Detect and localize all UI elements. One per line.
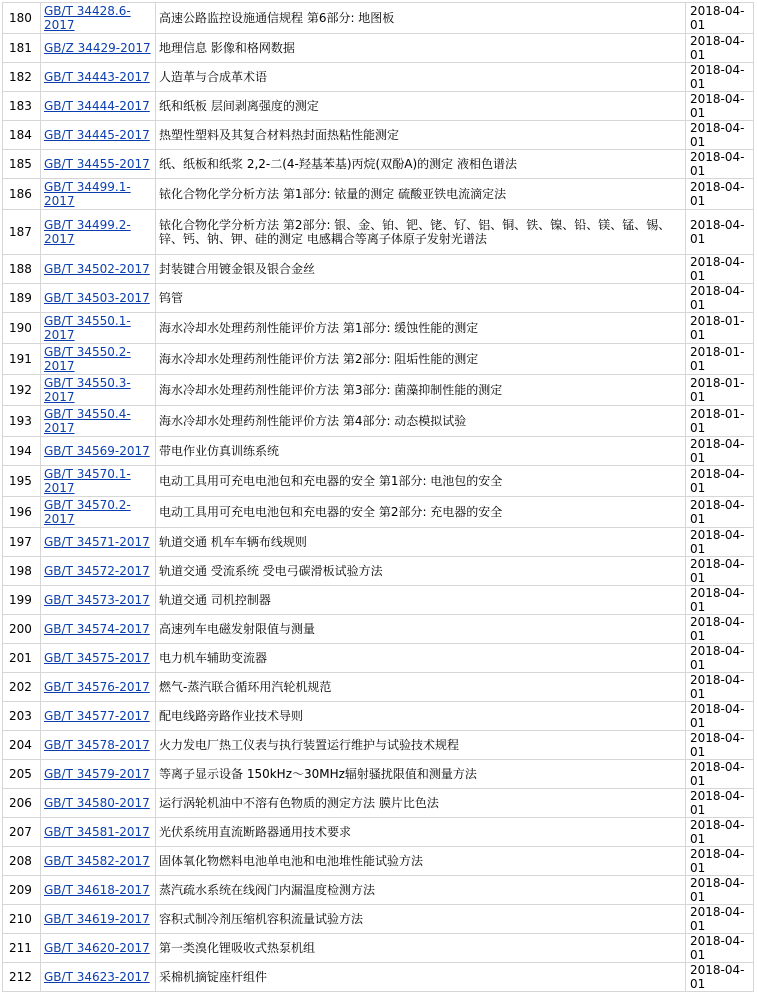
standard-code-link[interactable]: GB/T 34444-2017 (44, 99, 150, 113)
table-row (3, 344, 753, 374)
standard-title: 人造革与合成革术语 (156, 63, 685, 91)
standards-table-container (2, 2, 754, 992)
standard-title: 轨道交通 司机控制器 (156, 586, 685, 614)
row-number: 209 (3, 876, 40, 904)
standard-title: 燃气-蒸汽联合循环用汽轮机规范 (156, 673, 685, 701)
standard-code-cell (41, 528, 155, 556)
effective-date: 2018-04-01 (686, 210, 753, 254)
standard-code-link[interactable]: GB/T 34573-2017 (44, 593, 150, 607)
standard-title: 铱化合物化学分析方法 第2部分: 银、金、铂、钯、铑、钌、铝、铜、铁、镍、铅、镁、锰、锡、锌、钙、钠、钾、硅的测定 电感耦合等离子体原子发射光谱法 (156, 210, 685, 254)
standard-title: 海水冷却水处理药剂性能评价方法 第1部分: 缓蚀性能的测定 (156, 313, 685, 343)
standard-code-link[interactable]: GB/T 34502-2017 (44, 262, 150, 276)
standard-code-cell (41, 702, 155, 730)
standard-title: 火力发电厂热工仪表与执行装置运行维护与试验技术规程 (156, 731, 685, 759)
row-number: 206 (3, 789, 40, 817)
effective-date: 2018-04-01 (686, 255, 753, 283)
standard-code-link[interactable]: GB/T 34620-2017 (44, 941, 150, 955)
standard-code-link[interactable]: GB/T 34550.3-2017 (44, 376, 131, 404)
row-number: 187 (3, 210, 40, 254)
standard-code-link[interactable]: GB/T 34574-2017 (44, 622, 150, 636)
standard-code-cell (41, 934, 155, 962)
row-number: 212 (3, 963, 40, 991)
table-row (3, 934, 753, 962)
table-row (3, 731, 753, 759)
standard-code-cell (41, 375, 155, 405)
standard-code-cell (41, 615, 155, 643)
standard-code-cell (41, 673, 155, 701)
standard-code-cell (41, 760, 155, 788)
effective-date: 2018-04-01 (686, 644, 753, 672)
table-row (3, 760, 753, 788)
standard-code-link[interactable]: GB/T 34550.4-2017 (44, 407, 131, 435)
standard-title: 电动工具用可充电电池包和充电器的安全 第1部分: 电池包的安全 (156, 466, 685, 496)
standard-code-cell (41, 3, 155, 33)
standard-code-cell (41, 121, 155, 149)
standard-code-link[interactable]: GB/Z 34429-2017 (44, 41, 151, 55)
table-row (3, 466, 753, 496)
standard-code-link[interactable]: GB/T 34572-2017 (44, 564, 150, 578)
row-number: 210 (3, 905, 40, 933)
effective-date: 2018-04-01 (686, 731, 753, 759)
table-row (3, 63, 753, 91)
effective-date: 2018-01-01 (686, 375, 753, 405)
table-row (3, 121, 753, 149)
standard-code-link[interactable]: GB/T 34445-2017 (44, 128, 150, 142)
standard-title: 电动工具用可充电电池包和充电器的安全 第2部分: 充电器的安全 (156, 497, 685, 527)
effective-date: 2018-04-01 (686, 179, 753, 209)
standard-code-cell (41, 586, 155, 614)
standard-code-cell (41, 789, 155, 817)
standard-code-cell (41, 963, 155, 991)
effective-date: 2018-04-01 (686, 702, 753, 730)
effective-date: 2018-04-01 (686, 615, 753, 643)
standard-code-cell (41, 63, 155, 91)
table-row (3, 644, 753, 672)
effective-date: 2018-04-01 (686, 905, 753, 933)
standard-title: 钨管 (156, 284, 685, 312)
standard-title: 轨道交通 受流系统 受电弓碳滑板试验方法 (156, 557, 685, 585)
standard-title: 带电作业仿真训练系统 (156, 437, 685, 465)
standards-table-body (3, 3, 753, 991)
table-row (3, 586, 753, 614)
table-row (3, 557, 753, 585)
standard-title: 海水冷却水处理药剂性能评价方法 第2部分: 阻垢性能的测定 (156, 344, 685, 374)
standard-code-cell (41, 150, 155, 178)
standard-code-link[interactable]: GB/T 34618-2017 (44, 883, 150, 897)
standard-title: 轨道交通 机车车辆布线规则 (156, 528, 685, 556)
standard-code-link[interactable]: GB/T 34578-2017 (44, 738, 150, 752)
row-number: 186 (3, 179, 40, 209)
standard-title: 纸和纸板 层间剥离强度的测定 (156, 92, 685, 120)
standard-code-cell (41, 179, 155, 209)
standard-code-link[interactable]: GB/T 34443-2017 (44, 70, 150, 84)
effective-date: 2018-04-01 (686, 963, 753, 991)
row-number: 202 (3, 673, 40, 701)
standard-title: 等离子显示设备 150kHz～30MHz辐射骚扰限值和测量方法 (156, 760, 685, 788)
row-number: 191 (3, 344, 40, 374)
standard-code-link[interactable]: GB/T 34576-2017 (44, 680, 150, 694)
standard-title: 热塑性塑料及其复合材料热封面热粘性能测定 (156, 121, 685, 149)
standard-code-cell (41, 406, 155, 436)
table-row (3, 673, 753, 701)
standard-title: 固体氧化物燃料电池单电池和电池堆性能试验方法 (156, 847, 685, 875)
standards-table (2, 2, 754, 992)
table-row (3, 847, 753, 875)
effective-date: 2018-04-01 (686, 818, 753, 846)
standard-code-link[interactable]: GB/T 34570.1-2017 (44, 467, 131, 495)
effective-date: 2018-04-01 (686, 284, 753, 312)
effective-date: 2018-04-01 (686, 92, 753, 120)
standard-title: 海水冷却水处理药剂性能评价方法 第4部分: 动态模拟试验 (156, 406, 685, 436)
effective-date: 2018-04-01 (686, 34, 753, 62)
effective-date: 2018-01-01 (686, 344, 753, 374)
table-row (3, 789, 753, 817)
standard-title: 高速列车电磁发射限值与测量 (156, 615, 685, 643)
standard-code-link[interactable]: GB/T 34575-2017 (44, 651, 150, 665)
effective-date: 2018-04-01 (686, 586, 753, 614)
table-row (3, 876, 753, 904)
table-row (3, 963, 753, 991)
standard-code-link[interactable]: GB/T 34571-2017 (44, 535, 150, 549)
standard-code-link[interactable]: GB/T 34581-2017 (44, 825, 150, 839)
row-number: 196 (3, 497, 40, 527)
standard-code-cell (41, 437, 155, 465)
row-number: 204 (3, 731, 40, 759)
row-number: 201 (3, 644, 40, 672)
standard-title: 电力机车辅助变流器 (156, 644, 685, 672)
standard-code-link[interactable]: GB/T 34582-2017 (44, 854, 150, 868)
effective-date: 2018-04-01 (686, 63, 753, 91)
standard-code-cell (41, 313, 155, 343)
effective-date: 2018-04-01 (686, 673, 753, 701)
standard-code-cell (41, 731, 155, 759)
standard-title: 纸、纸板和纸浆 2,2-二(4-羟基苯基)丙烷(双酚A)的测定 液相色谱法 (156, 150, 685, 178)
standard-title: 第一类溴化锂吸收式热泵机组 (156, 934, 685, 962)
table-row (3, 375, 753, 405)
standard-code-link[interactable]: GB/T 34577-2017 (44, 709, 150, 723)
standard-code-link[interactable]: GB/T 34570.2-2017 (44, 498, 131, 526)
table-row (3, 92, 753, 120)
effective-date: 2018-01-01 (686, 313, 753, 343)
row-number: 185 (3, 150, 40, 178)
row-number: 207 (3, 818, 40, 846)
row-number: 192 (3, 375, 40, 405)
standard-title: 配电线路旁路作业技术导则 (156, 702, 685, 730)
row-number: 190 (3, 313, 40, 343)
standard-code-link[interactable]: GB/T 34550.2-2017 (44, 345, 131, 373)
effective-date: 2018-04-01 (686, 466, 753, 496)
effective-date: 2018-04-01 (686, 150, 753, 178)
row-number: 208 (3, 847, 40, 875)
table-row (3, 818, 753, 846)
standard-code-link[interactable]: GB/T 34580-2017 (44, 796, 150, 810)
row-number: 199 (3, 586, 40, 614)
standard-code-cell (41, 210, 155, 254)
table-row (3, 179, 753, 209)
effective-date: 2018-04-01 (686, 847, 753, 875)
table-row (3, 406, 753, 436)
effective-date: 2018-04-01 (686, 760, 753, 788)
row-number: 205 (3, 760, 40, 788)
standard-title: 封装键合用镀金银及银合金丝 (156, 255, 685, 283)
standard-title: 容积式制冷剂压缩机容积流量试验方法 (156, 905, 685, 933)
table-row (3, 905, 753, 933)
effective-date: 2018-04-01 (686, 789, 753, 817)
standard-code-link[interactable]: GB/T 34499.2-2017 (44, 218, 131, 246)
row-number: 203 (3, 702, 40, 730)
effective-date: 2018-04-01 (686, 528, 753, 556)
standard-code-link[interactable]: GB/T 34455-2017 (44, 157, 150, 171)
standard-code-cell (41, 344, 155, 374)
standard-code-link[interactable]: GB/T 34619-2017 (44, 912, 150, 926)
row-number: 200 (3, 615, 40, 643)
standard-code-cell (41, 847, 155, 875)
standard-code-cell (41, 284, 155, 312)
standard-code-cell (41, 255, 155, 283)
row-number: 182 (3, 63, 40, 91)
table-row (3, 34, 753, 62)
row-number: 198 (3, 557, 40, 585)
table-row (3, 615, 753, 643)
standard-code-cell (41, 92, 155, 120)
table-row (3, 437, 753, 465)
effective-date: 2018-04-01 (686, 934, 753, 962)
effective-date: 2018-04-01 (686, 437, 753, 465)
table-row (3, 284, 753, 312)
table-row (3, 313, 753, 343)
row-number: 184 (3, 121, 40, 149)
standard-title: 运行涡轮机油中不溶有色物质的测定方法 膜片比色法 (156, 789, 685, 817)
standard-code-link[interactable]: GB/T 34550.1-2017 (44, 314, 131, 342)
table-row (3, 528, 753, 556)
standard-code-cell (41, 905, 155, 933)
table-row (3, 497, 753, 527)
standard-code-link[interactable]: GB/T 34428.6-2017 (44, 4, 131, 32)
standard-code-link[interactable]: GB/T 34623-2017 (44, 970, 150, 984)
effective-date: 2018-04-01 (686, 557, 753, 585)
standard-code-cell (41, 466, 155, 496)
standard-code-cell (41, 644, 155, 672)
row-number: 181 (3, 34, 40, 62)
row-number: 189 (3, 284, 40, 312)
row-number: 211 (3, 934, 40, 962)
effective-date: 2018-01-01 (686, 406, 753, 436)
row-number: 195 (3, 466, 40, 496)
standard-code-cell (41, 557, 155, 585)
standard-code-link[interactable]: GB/T 34499.1-2017 (44, 180, 131, 208)
standard-code-link[interactable]: GB/T 34569-2017 (44, 444, 150, 458)
row-number: 180 (3, 3, 40, 33)
table-row (3, 150, 753, 178)
row-number: 183 (3, 92, 40, 120)
standard-title: 海水冷却水处理药剂性能评价方法 第3部分: 菌藻抑制性能的测定 (156, 375, 685, 405)
standard-title: 光伏系统用直流断路器通用技术要求 (156, 818, 685, 846)
table-row (3, 702, 753, 730)
standard-title: 蒸汽疏水系统在线阀门内漏温度检测方法 (156, 876, 685, 904)
standard-code-cell (41, 497, 155, 527)
effective-date: 2018-04-01 (686, 121, 753, 149)
table-row (3, 3, 753, 33)
standard-code-cell (41, 818, 155, 846)
row-number: 197 (3, 528, 40, 556)
effective-date: 2018-04-01 (686, 3, 753, 33)
standard-title: 铱化合物化学分析方法 第1部分: 铱量的测定 硫酸亚铁电流滴定法 (156, 179, 685, 209)
standard-code-cell (41, 34, 155, 62)
table-row (3, 255, 753, 283)
effective-date: 2018-04-01 (686, 876, 753, 904)
standard-title: 高速公路监控设施通信规程 第6部分: 地图板 (156, 3, 685, 33)
row-number: 194 (3, 437, 40, 465)
standard-title: 采棉机摘锭座杆组件 (156, 963, 685, 991)
effective-date: 2018-04-01 (686, 497, 753, 527)
standard-code-link[interactable]: GB/T 34503-2017 (44, 291, 150, 305)
row-number: 188 (3, 255, 40, 283)
standard-code-cell (41, 876, 155, 904)
standard-title: 地理信息 影像和格网数据 (156, 34, 685, 62)
table-row (3, 210, 753, 254)
standard-code-link[interactable]: GB/T 34579-2017 (44, 767, 150, 781)
row-number: 193 (3, 406, 40, 436)
